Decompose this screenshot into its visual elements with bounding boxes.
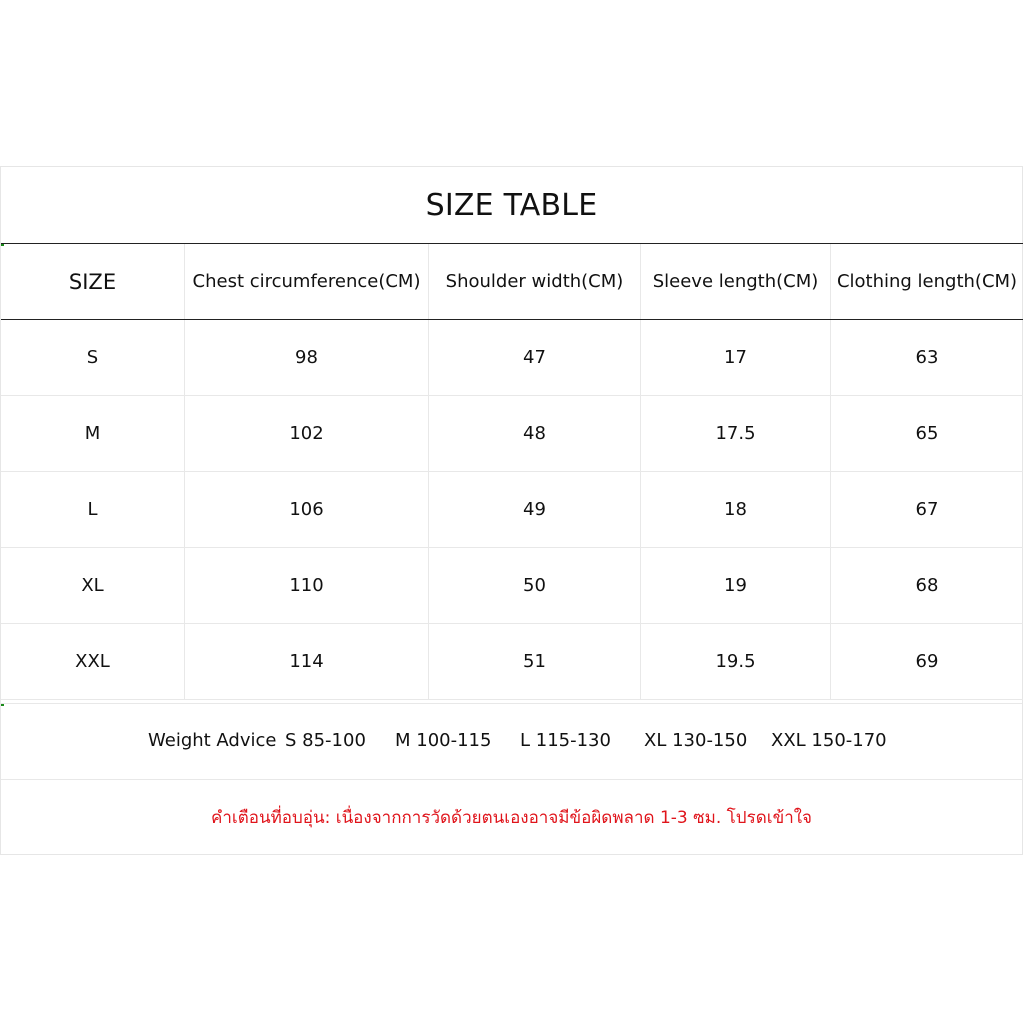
weight-advice-item: XXL 150-170 <box>771 730 887 751</box>
sleeve-cell: 18 <box>641 472 831 547</box>
sleeve-cell: 17 <box>641 320 831 395</box>
chest-cell: 102 <box>185 396 429 471</box>
chest-cell: 114 <box>185 624 429 699</box>
size-cell: L <box>1 472 185 547</box>
length-cell: 65 <box>915 423 939 444</box>
size-cell: XL <box>1 548 185 623</box>
chest-cell: 106 <box>185 472 429 547</box>
shoulder-cell: 48 <box>429 396 641 471</box>
column-header-sleeve: Sleeve length(CM) <box>641 244 831 319</box>
shoulder-cell: 51 <box>429 624 641 699</box>
weight-advice-label: Weight Advice <box>148 730 277 751</box>
table-row <box>1 320 1023 396</box>
size-cell: M <box>1 396 185 471</box>
column-header-size: SIZE <box>1 244 185 319</box>
length-cell: 67 <box>915 499 939 520</box>
weight-advice-row <box>1 703 1022 780</box>
page-title: SIZE TABLE <box>425 187 598 223</box>
table-row <box>1 396 1023 472</box>
chest-cell: 98 <box>185 320 429 395</box>
table-row <box>1 624 1023 700</box>
weight-advice-item: L 115-130 <box>520 730 611 751</box>
sleeve-cell: 19.5 <box>641 624 831 699</box>
weight-advice-item: S 85-100 <box>285 730 366 751</box>
column-header-length: Clothing length(CM) <box>836 271 1018 292</box>
weight-advice-item: XL 130-150 <box>644 730 748 751</box>
chest-cell: 110 <box>185 548 429 623</box>
sleeve-cell: 19 <box>641 548 831 623</box>
length-cell: 68 <box>915 575 939 596</box>
table-row <box>1 472 1023 548</box>
table-row <box>1 548 1023 624</box>
size-table <box>1 243 1023 700</box>
sleeve-cell: 17.5 <box>641 396 831 471</box>
size-cell: XXL <box>1 624 185 699</box>
length-cell: 69 <box>915 651 939 672</box>
measurement-warning: คำเตือนที่อบอุ่น: เนื่องจากการวัดด้วยตนเองอาจมีข้อผิดพลาด 1-3 ซม. โปรดเข้าใจ <box>210 808 813 828</box>
table-header-row <box>1 243 1023 320</box>
size-chart <box>0 166 1023 855</box>
weight-advice-item: M 100-115 <box>395 730 492 751</box>
length-cell: 63 <box>915 347 939 368</box>
column-header-shoulder: Shoulder width(CM) <box>429 244 641 319</box>
shoulder-cell: 49 <box>429 472 641 547</box>
column-header-chest: Chest circumference(CM) <box>185 244 429 319</box>
shoulder-cell: 50 <box>429 548 641 623</box>
size-cell: S <box>1 320 185 395</box>
shoulder-cell: 47 <box>429 320 641 395</box>
